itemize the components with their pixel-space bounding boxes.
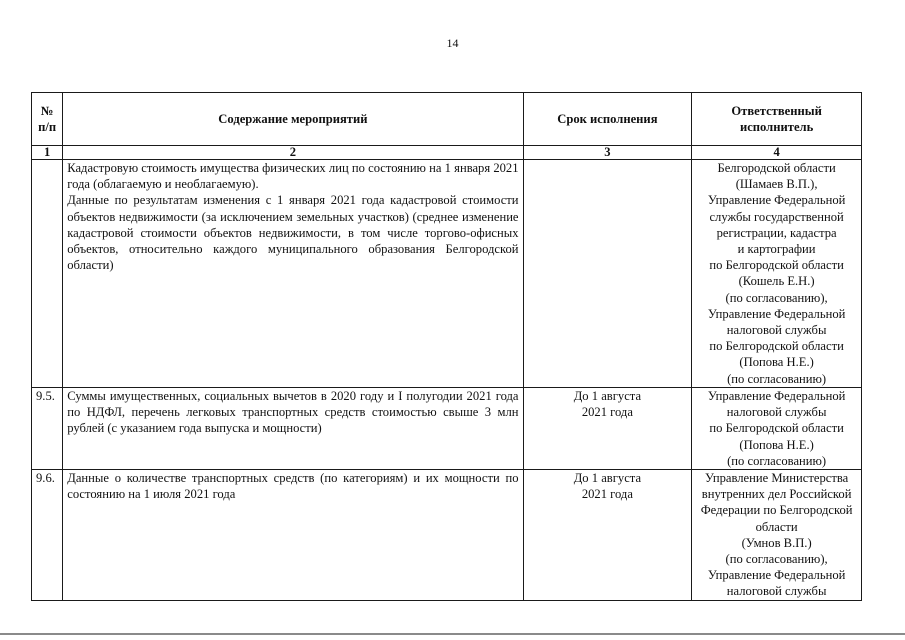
cell-line: по Белгородской области [709,421,844,436]
header-num: № п/п [32,93,63,146]
cell-line: области [755,519,798,534]
column-number: 2 [63,146,523,160]
row-number: 9.6. [32,470,63,601]
cell-line: налоговой службы [726,323,827,338]
cell-line: (Шамаев В.П.), [735,177,818,192]
cell-line: налоговой службы [726,584,827,599]
cell-line: Управление Федеральной [707,568,846,583]
column-number-row [32,146,862,160]
cell-line: (Попова Н.Е.) [739,437,814,452]
table-row [32,160,862,388]
row-term [523,470,692,601]
cell-line: Управление Федеральной [707,306,846,321]
row-content: Данные о количестве транспортных средств (по категориям) и их мощности по состоянию на 1 июля 2021 года [63,470,523,601]
cell-line: (по согласованию) [727,371,827,386]
cell-line: (по согласованию), [725,290,828,305]
cell-line: Белгородской области [717,161,836,175]
column-number: 3 [523,146,692,160]
header-row [32,93,862,146]
cell-line: До 1 августа [573,389,642,403]
row-content-line: Кадастровую стоимость имущества физических лиц по состоянию на 1 января 2021 года (облагаемую и необлагаемую). [67,161,519,192]
cell-line: Управление Федеральной [707,389,846,403]
cell-line: 2021 года [581,487,633,502]
page-number: 14 [446,36,459,50]
cell-line: (по согласованию), [725,552,828,567]
cell-line: по Белгородской области [709,339,844,354]
table-row [32,470,862,601]
scan-edge-line [0,633,905,635]
header-responsible: Ответственный исполнитель [692,93,862,146]
measures-table [31,92,862,601]
row-term [523,160,692,388]
cell-line: регистрации, кадастра [716,225,837,240]
row-term [523,388,692,470]
cell-line: (Умнов В.П.) [741,535,812,550]
cell-line: (по согласованию) [727,453,827,468]
cell-line: и картографии [737,242,816,257]
header-term: Срок исполнения [523,93,692,146]
cell-line: по Белгородской области [709,258,844,273]
cell-line: службы государственной [709,209,844,224]
cell-line: До 1 августа [573,471,642,486]
cell-line: налоговой службы [726,405,827,420]
cell-line: Управление Федеральной [707,193,846,208]
cell-line: Федерации по Белгородской [700,503,853,518]
cell-line: внутренних дел Российской [701,487,852,502]
row-content-line: Данные по результатам изменения с 1 января 2021 года кадастровой стоимости объектов недвижимости (за исключением земельных участков) (среднее изменение кадастровой стоимости объектов недвижимости, в том числе торгово-офисных объектов, относительно каждого муниципального образования Белгородской области) [67,193,519,273]
cell-line: Управление Министерства [705,471,849,486]
column-number: 4 [692,146,862,160]
row-number [32,160,63,388]
cell-line: (Кошель Е.Н.) [738,274,815,289]
header-content: Содержание мероприятий [63,93,523,146]
table-row [32,388,862,470]
column-number: 1 [32,146,63,160]
cell-line: 2021 года [581,405,633,420]
row-content: Суммы имущественных, социальных вычетов в 2020 году и I полугодии 2021 года по НДФЛ, перечень легковых транспортных средств стоимостью свыше 3 млн рублей (с указанием года выпуска и мощности) [63,388,523,470]
row-responsible [692,470,862,601]
row-content [63,160,523,388]
row-number: 9.5. [32,388,63,470]
cell-line: (Попова Н.Е.) [739,355,814,370]
row-responsible [692,388,862,470]
row-responsible [692,160,862,388]
